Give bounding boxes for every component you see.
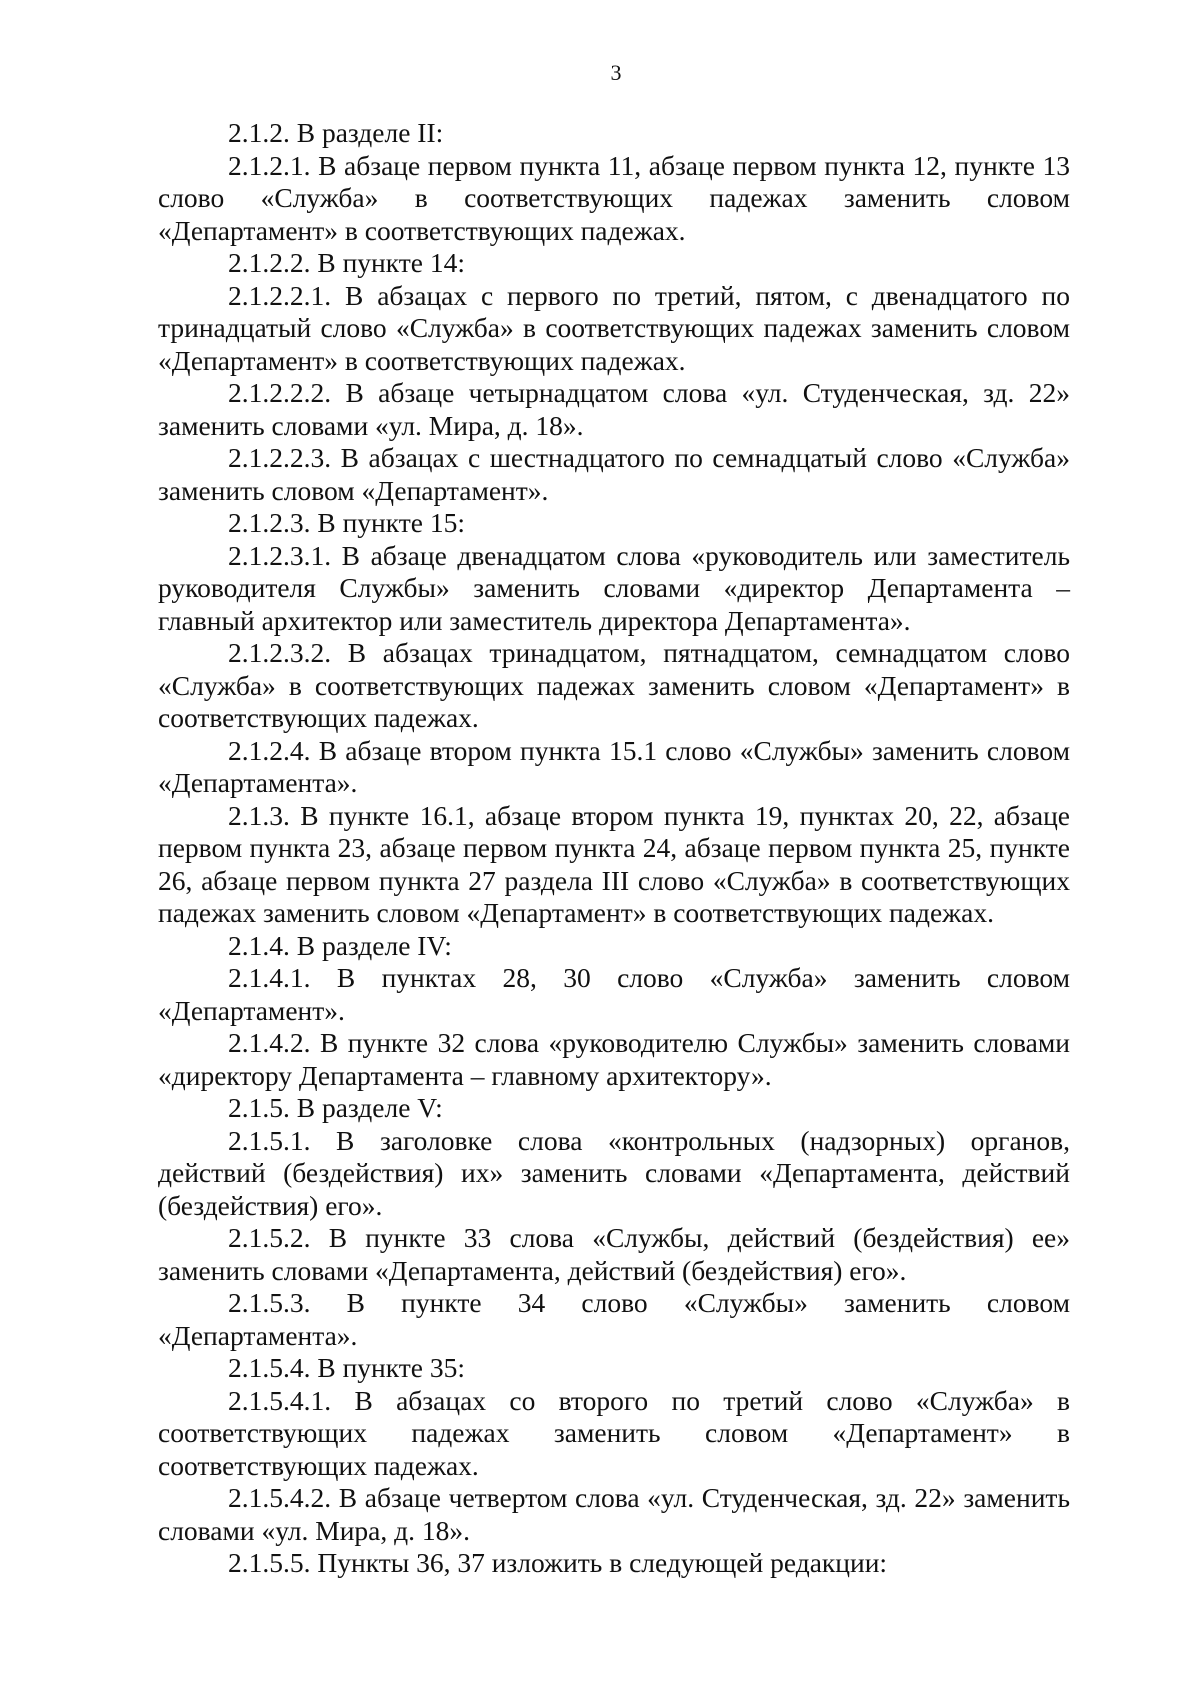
paragraph-2-1-4: 2.1.4. В разделе IV: [228,929,452,961]
paragraph-2-1-5-3: 2.1.5.3. В пункте 34 слово «Службы» заменить словом «Департамента». [158,1287,1070,1351]
document-body [158,117,1070,1580]
paragraph-2-1-2-4: 2.1.2.4. В абзаце втором пункта 15.1 слово «Службы» заменить словом «Департамента». [158,734,1070,798]
paragraph-2-1-5-4-1: 2.1.5.4.1. В абзацах со второго по третий слово «Служба» в соответствующих падежах заменить словом «Департамент» в соответствующих падежах. [158,1384,1070,1481]
paragraph-2-1-2-2-3: 2.1.2.2.3. В абзацах с шестнадцатого по семнадцатый слово «Служба» заменить словом «Департамент». [158,442,1070,506]
paragraph-2-1-2-2-2: 2.1.2.2.2. В абзаце четырнадцатом слова «ул. Студенческая, зд. 22» заменить словами «ул. Мира, д. 18». [158,377,1070,441]
paragraph-2-1-4-1: 2.1.4.1. В пунктах 28, 30 слово «Служба» заменить словом «Департамент». [158,962,1070,1026]
paragraph-2-1-5: 2.1.5. В разделе V: [228,1092,443,1123]
paragraph-2-1-2-3-1: 2.1.2.3.1. В абзаце двенадцатом слова «руководитель или заместитель руководителя Службы» заменить словами «директор Департамента – главный архитектор или заместитель директора Департамента». [158,539,1070,636]
paragraph-2-1-2-2-1: 2.1.2.2.1. В абзацах с первого по третий, пятом, с двенадцатого по тринадцатый слово «Служба» в соответствующих падежах заменить словом «Департамент» в соответствующих падежах. [158,279,1070,376]
paragraph-2-1-2-1: 2.1.2.1. В абзаце первом пункта 11, абзаце первом пункта 12, пункте 13 слово «Служба» в соответствующих падежах заменить словом «Департамент» в соответствующих падежах. [158,149,1070,246]
page-number: 3 [610,60,622,85]
paragraph-2-1-2: 2.1.2. В разделе II: [228,117,444,148]
paragraph-2-1-2-3: 2.1.2.3. В пункте 15: [228,507,466,538]
paragraph-2-1-5-4: 2.1.5.4. В пункте 35: [228,1352,466,1383]
paragraph-2-1-5-1: 2.1.5.1. В заголовке слова «контрольных (надзорных) органов, действий (бездействия) их» заменить словами «Департамента, действий (бездействия) его». [158,1124,1070,1221]
paragraph-2-1-2-2: 2.1.2.2. В пункте 14: [228,247,466,278]
paragraph-2-1-5-2: 2.1.5.2. В пункте 33 слова «Службы, действий (бездействия) ее» заменить словами «Департамента, действий (бездействия) его». [158,1222,1070,1286]
paragraph-2-1-5-4-2: 2.1.5.4.2. В абзаце четвертом слова «ул. Студенческая, зд. 22» заменить словами «ул. Мира, д. 18». [158,1482,1070,1546]
paragraph-2-1-4-2: 2.1.4.2. В пункте 32 слова «руководителю Службы» заменить словами «директору Департамента – главному архитектору». [158,1027,1070,1091]
paragraph-2-1-5-5: 2.1.5.5. Пункты 36, 37 изложить в следующей редакции: [228,1547,888,1578]
paragraph-2-1-2-3-2: 2.1.2.3.2. В абзацах тринадцатом, пятнадцатом, семнадцатом слово «Служба» в соответствующих падежах заменить словом «Департамент» в соответствующих падежах. [158,637,1070,733]
paragraph-2-1-3: 2.1.3. В пункте 16.1, абзаце втором пункта 19, пунктах 20, 22, абзаце первом пункта 23, абзаце первом пункта 24, абзаце первом пункта 25, пункте 26, абзаце первом пункта 27 раздела III слово «Служба» в соответствующих падежах заменить словом «Департамент» в соответствующих падежах. [158,799,1070,928]
